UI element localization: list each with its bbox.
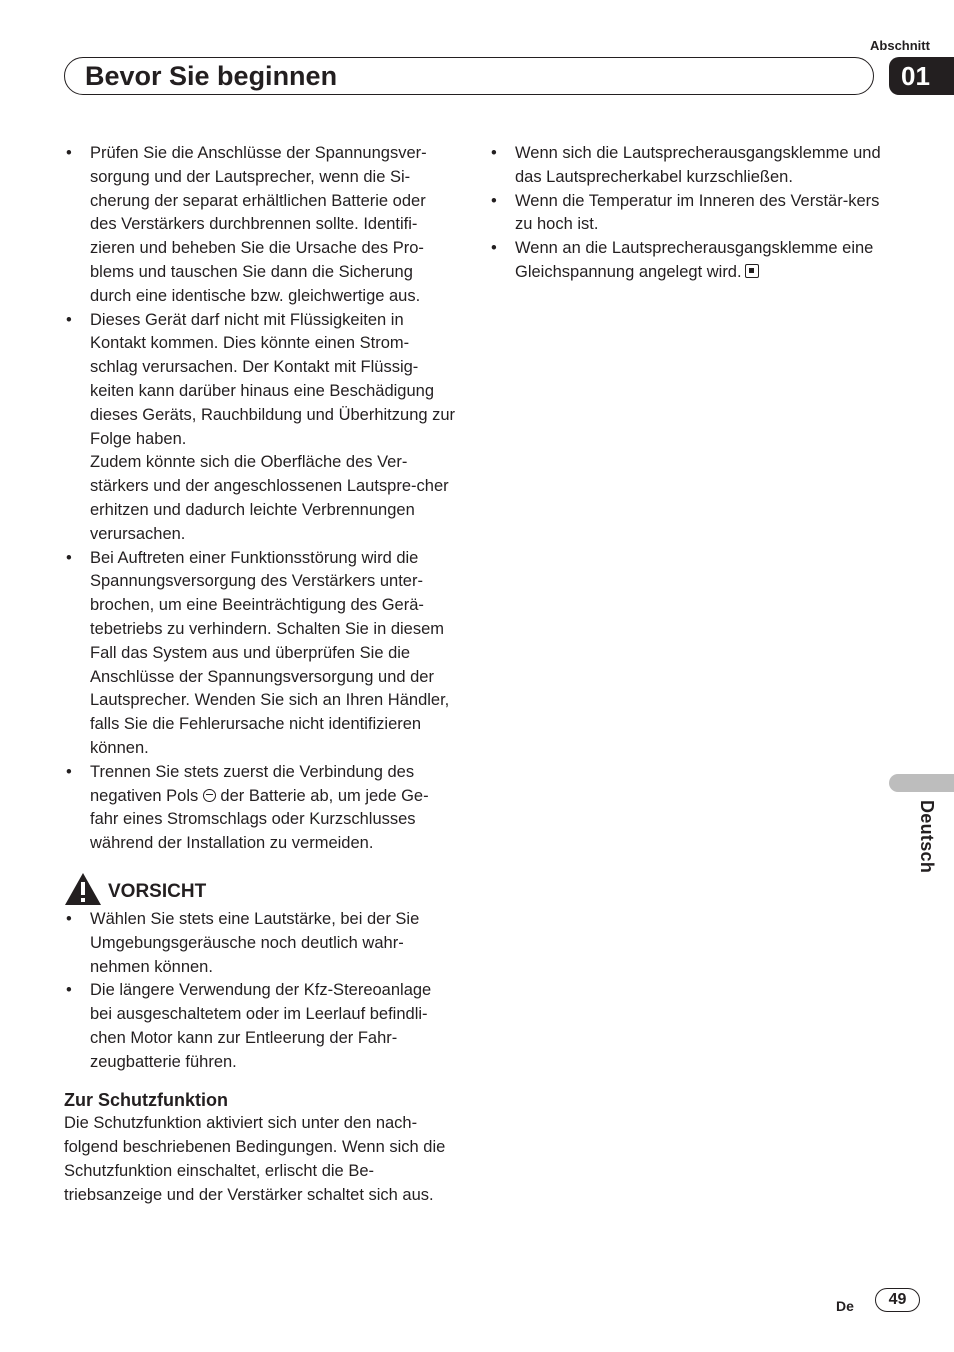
bullet-dot: • [66, 144, 72, 162]
list-item-text [515, 239, 873, 281]
list-item-text-content: Wenn an die Lautsprecherausgangsklemme eine Gleichspannung angelegt wird. [515, 239, 874, 281]
list-item-text: Die längere Verwendung der Kfz-Stereoanlage bei ausgeschaltetem oder im Leerlauf befindli-chen Motor kann zur Entleerung der Fahr-zeugbatterie führen. [90, 981, 432, 1071]
section-number-badge: 01 [889, 57, 954, 95]
list-item [64, 979, 456, 1074]
bullet-dot: • [66, 762, 72, 781]
list-item [64, 547, 456, 761]
page-title: Bevor Sie beginnen [85, 61, 338, 91]
protection-heading: Zur Schutzfunktion [64, 1090, 228, 1111]
right-column [489, 142, 881, 285]
list-item [489, 237, 881, 285]
warning-triangle-icon [64, 872, 102, 906]
section-label: Abschnitt [870, 38, 930, 53]
caution-list [64, 908, 456, 1075]
list-item-text [90, 763, 429, 852]
list-item-text: Prüfen Sie die Anschlüsse der Spannungsver-sorgung und der Lautsprecher, wenn die Si-cherung der separat erhältlichen Batterie oder des Verstärkers durchbrennen sollte. Identifi-zieren und beheben Sie die Ursache des Pro-blems und tauschen Sie dann die Sicherung durch eine identische bzw. gleichwertige aus. [90, 144, 427, 305]
bullet-list [64, 142, 456, 856]
condition-list [489, 142, 881, 285]
bullet-dot: • [491, 144, 497, 162]
list-item [489, 142, 881, 190]
end-of-section-icon [745, 264, 759, 278]
text-after-symbol: der Batterie ab, um jede Ge-fahr eines Stromschlags oder Kurzschlusses während der Installation zu vermeiden. [90, 786, 429, 853]
page-number: 49 [875, 1288, 920, 1312]
protection-text: Die Schutzfunktion aktiviert sich unter den nach-folgend beschriebenen Bedingungen. Wenn sich die Schutzfunktion einschaltet, erlischt die Be-triebsanzeige und der Verstärker schaltet sich aus. [64, 1114, 446, 1204]
minus-circle-icon [203, 789, 216, 802]
list-item [64, 761, 456, 856]
bullet-dot: • [491, 191, 497, 210]
title-bar [64, 57, 874, 95]
list-item-text: Wählen Sie stets eine Lautstärke, bei der Sie Umgebungsgeräusche noch deutlich wahr-nehmen können. [90, 909, 420, 976]
list-item-text: Zudem könnte sich die Oberfläche des Ver-stärkers und der angeschlossenen Lautspre-cher erhitzen und dadurch leichte Verbrennungen verursachen. [90, 453, 449, 543]
list-item [64, 142, 456, 309]
language-tab [889, 774, 954, 792]
list-item-text: Dieses Gerät darf nicht mit Flüssigkeiten in Kontakt kommen. Dies könnte einen Strom-schlag verursachen. Der Kontakt mit Flüssig-keiten kann darüber hinaus eine Beschädigung dieses Geräts, Rauchbildung und Überhitzung zur Folge haben. [90, 310, 456, 448]
bullet-dot: • [491, 239, 497, 258]
text-before-symbol: Trennen Sie stets zuerst die Verbindung des negativen Pols [90, 762, 415, 805]
list-item-text: Wenn die Temperatur im Inneren des Verstär-kers zu hoch ist. [515, 191, 880, 234]
bullet-dot: • [66, 548, 72, 567]
caution-label: VORSICHT [108, 880, 207, 902]
list-item [64, 908, 456, 979]
language-label: Deutsch [917, 800, 937, 874]
bullet-dot: • [66, 909, 72, 928]
left-column [64, 142, 456, 1208]
bullet-dot: • [66, 310, 72, 329]
bullet-dot: • [66, 981, 72, 1000]
list-item-text: Bei Auftreten einer Funktionsstörung wird die Spannungsversorgung des Verstärkers unter-brochen, um eine Beeinträchtigung des Gerä-tebetriebs zu verhindern. Schalten Sie in diesem Fall das System aus und überprüfen Sie die Anschlüsse der Spannungsversorgung und der Lautsprecher. Wenden Sie sich an Ihren Händler, falls Sie die Fehlerursache nicht identifizieren können. [90, 548, 450, 757]
list-item [489, 190, 881, 238]
footer-language-code: De [836, 1298, 854, 1314]
list-item [64, 309, 456, 547]
caution-heading [64, 872, 456, 908]
list-item-text: Wenn sich die Lautsprecherausgangsklemme und das Lautsprecherkabel kurzschließen. [515, 144, 881, 186]
